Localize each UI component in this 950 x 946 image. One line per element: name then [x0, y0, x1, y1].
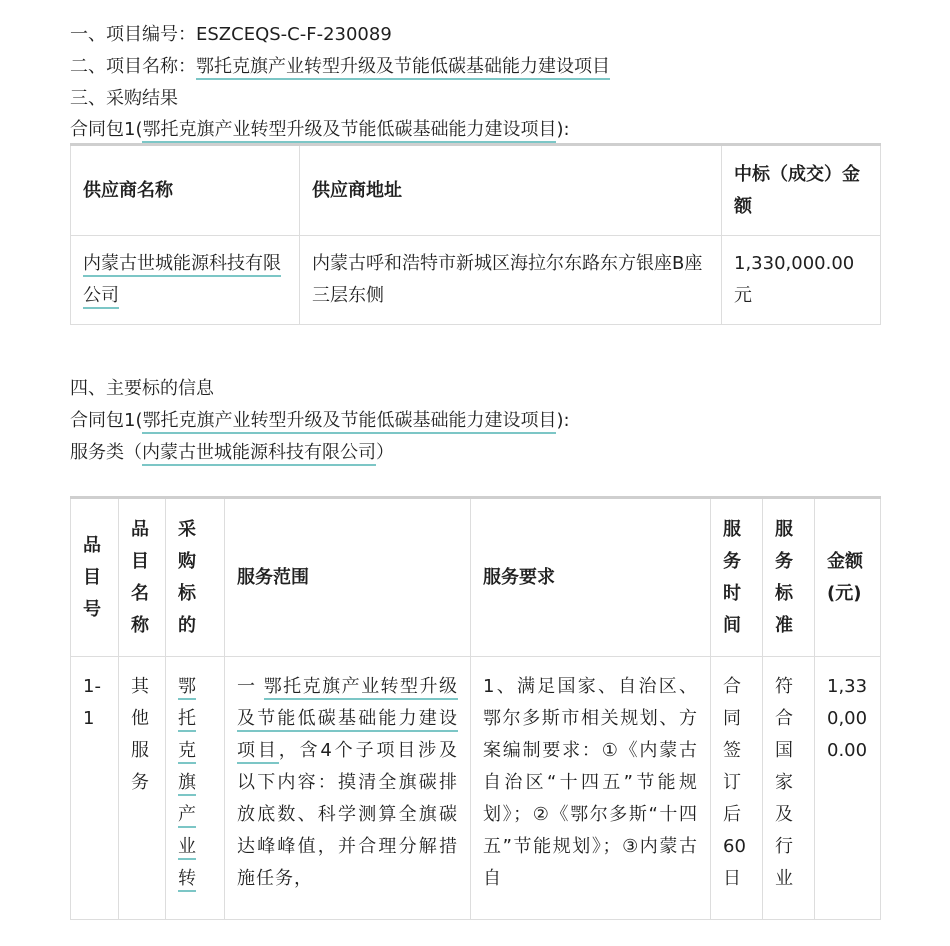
service-scope-text	[237, 671, 458, 905]
service-time-cell	[711, 657, 763, 920]
award-amount-cell: 1,330,000.00元	[722, 236, 881, 325]
header-amount: 金额(元)	[815, 498, 881, 657]
contract-package-suffix: ):	[556, 119, 570, 140]
table-row	[71, 657, 881, 920]
header-supplier-name: 供应商名称	[71, 145, 300, 236]
service-requirement-cell	[471, 657, 711, 920]
item-no-value: 1-1	[83, 676, 101, 729]
service-requirement-text: 1、满足国家、自治区、鄂尔多斯市相关规划、方案编制要求：①《内蒙古自治区“十四五”节能规划》；②《鄂尔多斯“十四五”节能规划》；③内蒙古自	[483, 676, 698, 889]
service-standard-cell	[763, 657, 815, 920]
header-service-standard: 服务标准	[763, 498, 815, 657]
amount-value: 1,330,000.00	[827, 676, 868, 761]
supplier-name-link[interactable]: 内蒙古世城能源科技有限公司	[83, 253, 281, 309]
contract-package-link[interactable]: 鄂托克旗产业转型升级及节能低碳基础能力建设项目	[142, 119, 556, 143]
contract-package-prefix: 合同包1(	[70, 119, 143, 140]
contract-package-line-2	[70, 408, 570, 434]
service-category-prefix: 服务类（	[70, 442, 142, 463]
header-target: 采购标的	[166, 498, 225, 657]
item-no-cell	[71, 657, 119, 920]
header-award-amount: 中标（成交）金额	[722, 145, 881, 236]
item-name-value: 其他服务	[131, 676, 149, 793]
contract-package-suffix-2: ):	[556, 410, 570, 431]
project-name-label: 二、项目名称：	[70, 56, 196, 77]
service-standard-value: 符合国家及行业	[775, 676, 793, 889]
scope-prefix: 一	[237, 676, 264, 697]
header-supplier-address: 供应商地址	[300, 145, 722, 236]
project-name-line	[70, 54, 610, 80]
header-service-requirement: 服务要求	[471, 498, 711, 657]
service-scope-cell	[225, 657, 471, 920]
service-category-suffix: ）	[376, 442, 394, 463]
result-table-header	[71, 145, 881, 236]
supplier-address-cell: 内蒙古呼和浩特市新城区海拉尔东路东方银座B座三层东侧	[300, 236, 722, 325]
contract-package-link-2[interactable]: 鄂托克旗产业转型升级及节能低碳基础能力建设项目	[142, 410, 556, 434]
header-item-name: 品目名称	[119, 498, 166, 657]
section-4-heading: 四、主要标的信息	[70, 378, 214, 399]
scope-rest: ，含4个子项目涉及以下内容：摸清全旗碳排放底数、科学测算全旗碳达峰峰值，并合理分解措施任务，	[237, 740, 458, 889]
item-name-cell	[119, 657, 166, 920]
project-number: 一、项目编号：ESZCEQS-C-F-230089	[70, 24, 392, 45]
amount-cell	[815, 657, 881, 920]
target-cell	[166, 657, 225, 920]
item-table	[70, 496, 881, 920]
scope-project-link[interactable]: 鄂托克旗产业转型升级及节能低碳基础能力建设项目	[237, 676, 458, 764]
item-table-header	[71, 498, 881, 657]
header-service-time: 服务时间	[711, 498, 763, 657]
contract-package-line	[70, 117, 570, 143]
service-company-link[interactable]: 内蒙古世城能源科技有限公司	[142, 442, 376, 466]
procurement-result-heading: 三、采购结果	[70, 88, 178, 109]
service-category-line	[70, 440, 394, 466]
result-table	[70, 143, 881, 325]
header-service-scope: 服务范围	[225, 498, 471, 657]
target-link[interactable]: 鄂托克旗产业转	[178, 676, 196, 892]
service-time-value: 合同签订后60日	[723, 676, 746, 889]
contract-package-prefix-2: 合同包1(	[70, 410, 143, 431]
table-row	[71, 236, 881, 325]
header-item-no: 品目号	[71, 498, 119, 657]
project-name-link[interactable]: 鄂托克旗产业转型升级及节能低碳基础能力建设项目	[196, 56, 610, 80]
supplier-name-cell	[71, 236, 300, 325]
